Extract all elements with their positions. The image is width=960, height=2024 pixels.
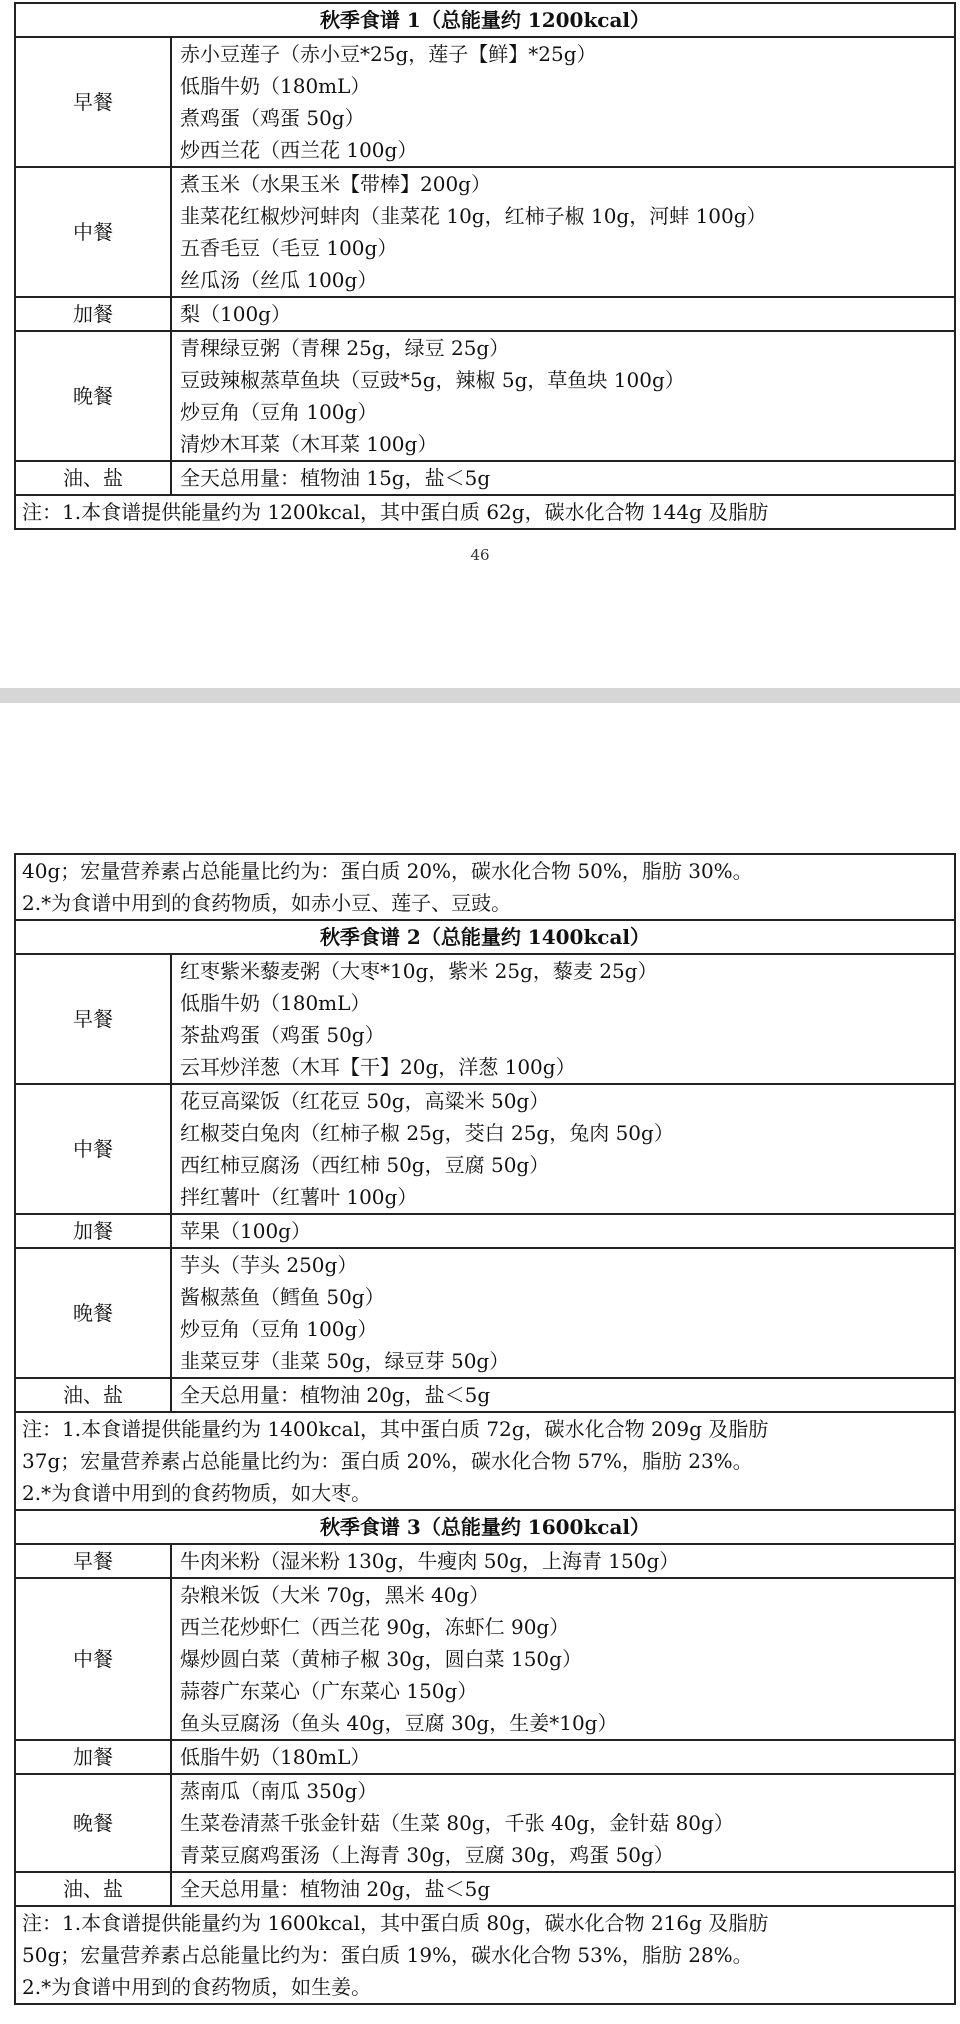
food-item: 豆豉辣椒蒸草鱼块（豆豉*5g，辣椒 5g，草鱼块 100g） bbox=[180, 368, 685, 392]
food-item: 韭菜花红椒炒河蚌肉（韭菜花 10g，红柿子椒 10g，河蚌 100g） bbox=[180, 204, 767, 228]
note-line: 40g；宏量营养素占总能量比约为：蛋白质 20%，碳水化合物 50%，脂肪 30%。 bbox=[22, 859, 753, 883]
note-row bbox=[15, 1412, 955, 1510]
menu-title: 秋季食谱 3（总能量约 1600kcal） bbox=[15, 1510, 955, 1544]
meal-items bbox=[171, 1214, 955, 1248]
note-line: 37g；宏量营养素占总能量比约为：蛋白质 20%，碳水化合物 57%，脂肪 23%。 bbox=[22, 1449, 753, 1473]
food-item: 苹果（100g） bbox=[180, 1219, 311, 1243]
meal-row-breakfast bbox=[15, 954, 955, 1084]
menu-note bbox=[15, 1412, 955, 1510]
continuation-row bbox=[15, 854, 955, 920]
meal-row-lunch bbox=[15, 167, 955, 297]
food-item: 酱椒蒸鱼（鳕鱼 50g） bbox=[180, 1285, 385, 1309]
food-item: 低脂牛奶（180mL） bbox=[180, 1745, 371, 1769]
meal-row-snack bbox=[15, 1740, 955, 1774]
meal-items bbox=[171, 1774, 955, 1872]
meal-items bbox=[171, 331, 955, 461]
page-number: 46 bbox=[470, 546, 490, 564]
food-item: 茶盐鸡蛋（鸡蛋 50g） bbox=[180, 1023, 385, 1047]
food-item: 低脂牛奶（180mL） bbox=[180, 991, 371, 1015]
meal-row-lunch bbox=[15, 1578, 955, 1740]
food-item: 牛肉米粉（湿米粉 130g，牛瘦肉 50g，上海青 150g） bbox=[180, 1549, 680, 1573]
food-item: 炒西兰花（西兰花 100g） bbox=[180, 138, 418, 162]
food-item: 煮鸡蛋（鸡蛋 50g） bbox=[180, 106, 365, 130]
food-item: 低脂牛奶（180mL） bbox=[180, 74, 371, 98]
food-item: 云耳炒洋葱（木耳【干】20g，洋葱 100g） bbox=[180, 1055, 576, 1079]
menu-table-1 bbox=[14, 2, 956, 530]
food-item: 青菜豆腐鸡蛋汤（上海青 30g，豆腐 30g，鸡蛋 50g） bbox=[180, 1843, 674, 1867]
food-item: 全天总用量：植物油 15g，盐＜5g bbox=[180, 466, 491, 490]
meal-row-dinner bbox=[15, 1774, 955, 1872]
menu-title: 秋季食谱 1（总能量约 1200kcal） bbox=[15, 3, 955, 37]
continued-note bbox=[15, 854, 955, 920]
food-item: 炒豆角（豆角 100g） bbox=[180, 400, 378, 424]
food-item: 赤小豆莲子（赤小豆*25g，莲子【鲜】*25g） bbox=[180, 42, 597, 66]
meal-items bbox=[171, 1872, 955, 1906]
food-item: 煮玉米（水果玉米【带棒】200g） bbox=[180, 172, 491, 196]
meal-row-snack bbox=[15, 297, 955, 331]
note-line: 50g；宏量营养素占总能量比约为：蛋白质 19%，碳水化合物 53%，脂肪 28%。 bbox=[22, 1943, 753, 1967]
meal-items bbox=[171, 297, 955, 331]
meal-name: 晚餐 bbox=[15, 1774, 171, 1872]
meal-name: 早餐 bbox=[15, 37, 171, 167]
food-item: 红椒茭白兔肉（红柿子椒 25g，茭白 25g，兔肉 50g） bbox=[180, 1121, 674, 1145]
note-line: 2.*为食谱中用到的食药物质，如生姜。 bbox=[22, 1975, 372, 1999]
food-item: 爆炒圆白菜（黄柿子椒 30g，圆白菜 150g） bbox=[180, 1647, 582, 1671]
menu-title-row bbox=[15, 3, 955, 37]
meal-row-dinner bbox=[15, 1248, 955, 1378]
note-row bbox=[15, 495, 955, 529]
meal-name: 早餐 bbox=[15, 954, 171, 1084]
meal-row-oil-salt bbox=[15, 1378, 955, 1412]
food-item: 红枣紫米藜麦粥（大枣*10g，紫米 25g，藜麦 25g） bbox=[180, 959, 658, 983]
meal-items bbox=[171, 1544, 955, 1578]
food-item: 全天总用量：植物油 20g，盐＜5g bbox=[180, 1877, 491, 1901]
food-item: 蒸南瓜（南瓜 350g） bbox=[180, 1779, 378, 1803]
menu-table-2 bbox=[14, 853, 956, 2005]
food-item: 芋头（芋头 250g） bbox=[180, 1253, 358, 1277]
food-item: 清炒木耳菜（木耳菜 100g） bbox=[180, 432, 438, 456]
document-page-46 bbox=[0, 0, 960, 688]
meal-name: 晚餐 bbox=[15, 331, 171, 461]
meal-items bbox=[171, 1084, 955, 1214]
meal-name: 中餐 bbox=[15, 1578, 171, 1740]
food-item: 炒豆角（豆角 100g） bbox=[180, 1317, 378, 1341]
meal-items bbox=[171, 954, 955, 1084]
food-item: 蒜蓉广东菜心（广东菜心 150g） bbox=[180, 1679, 478, 1703]
food-item: 拌红薯叶（红薯叶 100g） bbox=[180, 1185, 418, 1209]
meal-items bbox=[171, 461, 955, 495]
note-row bbox=[15, 1906, 955, 2004]
meal-items bbox=[171, 1578, 955, 1740]
meal-row-oil-salt bbox=[15, 1872, 955, 1906]
food-item: 五香毛豆（毛豆 100g） bbox=[180, 236, 398, 260]
note-line: 注：1.本食谱提供能量约为 1600kcal，其中蛋白质 80g，碳水化合物 216g 及脂肪 bbox=[22, 1911, 769, 1935]
document-page-47 bbox=[0, 703, 960, 2024]
food-item: 丝瓜汤（丝瓜 100g） bbox=[180, 268, 378, 292]
meal-name: 早餐 bbox=[15, 1544, 171, 1578]
meal-row-dinner bbox=[15, 331, 955, 461]
meal-items bbox=[171, 1248, 955, 1378]
note-line: 2.*为食谱中用到的食药物质，如大枣。 bbox=[22, 1481, 372, 1505]
food-item: 花豆高粱饭（红花豆 50g，高粱米 50g） bbox=[180, 1089, 550, 1113]
meal-name: 中餐 bbox=[15, 167, 171, 297]
menu-note bbox=[15, 1906, 955, 2004]
menu-title-row bbox=[15, 920, 955, 954]
meal-name: 中餐 bbox=[15, 1084, 171, 1214]
meal-row-oil-salt bbox=[15, 461, 955, 495]
meal-row-lunch bbox=[15, 1084, 955, 1214]
note-line: 2.*为食谱中用到的食药物质，如赤小豆、莲子、豆豉。 bbox=[22, 891, 512, 915]
menu-title-row bbox=[15, 1510, 955, 1544]
menu-title: 秋季食谱 2（总能量约 1400kcal） bbox=[15, 920, 955, 954]
food-item: 西红柿豆腐汤（西红柿 50g，豆腐 50g） bbox=[180, 1153, 550, 1177]
meal-row-snack bbox=[15, 1214, 955, 1248]
food-item: 西兰花炒虾仁（西兰花 90g，冻虾仁 90g） bbox=[180, 1615, 570, 1639]
meal-name: 加餐 bbox=[15, 1214, 171, 1248]
food-item: 全天总用量：植物油 20g，盐＜5g bbox=[180, 1383, 491, 1407]
food-item: 韭菜豆芽（韭菜 50g，绿豆芽 50g） bbox=[180, 1349, 510, 1373]
meal-items bbox=[171, 1378, 955, 1412]
meal-name: 加餐 bbox=[15, 1740, 171, 1774]
menu-note bbox=[15, 495, 955, 529]
food-item: 鱼头豆腐汤（鱼头 40g，豆腐 30g，生姜*10g） bbox=[180, 1711, 618, 1735]
meal-name: 油、盐 bbox=[15, 461, 171, 495]
food-item: 杂粮米饭（大米 70g，黑米 40g） bbox=[180, 1583, 490, 1607]
meal-name: 油、盐 bbox=[15, 1378, 171, 1412]
meal-row-breakfast bbox=[15, 37, 955, 167]
meal-items bbox=[171, 37, 955, 167]
note-line: 注：1.本食谱提供能量约为 1400kcal，其中蛋白质 72g，碳水化合物 209g 及脂肪 bbox=[22, 1417, 769, 1441]
meal-items bbox=[171, 167, 955, 297]
meal-name: 油、盐 bbox=[15, 1872, 171, 1906]
food-item: 生菜卷清蒸千张金针菇（生菜 80g，千张 40g，金针菇 80g） bbox=[180, 1811, 734, 1835]
meal-name: 加餐 bbox=[15, 297, 171, 331]
meal-items bbox=[171, 1740, 955, 1774]
page-separator bbox=[0, 688, 960, 703]
meal-row-breakfast bbox=[15, 1544, 955, 1578]
note-line: 注：1.本食谱提供能量约为 1200kcal，其中蛋白质 62g，碳水化合物 144g 及脂肪 bbox=[22, 500, 769, 524]
food-item: 梨（100g） bbox=[180, 302, 291, 326]
meal-name: 晚餐 bbox=[15, 1248, 171, 1378]
food-item: 青稞绿豆粥（青稞 25g，绿豆 25g） bbox=[180, 336, 510, 360]
